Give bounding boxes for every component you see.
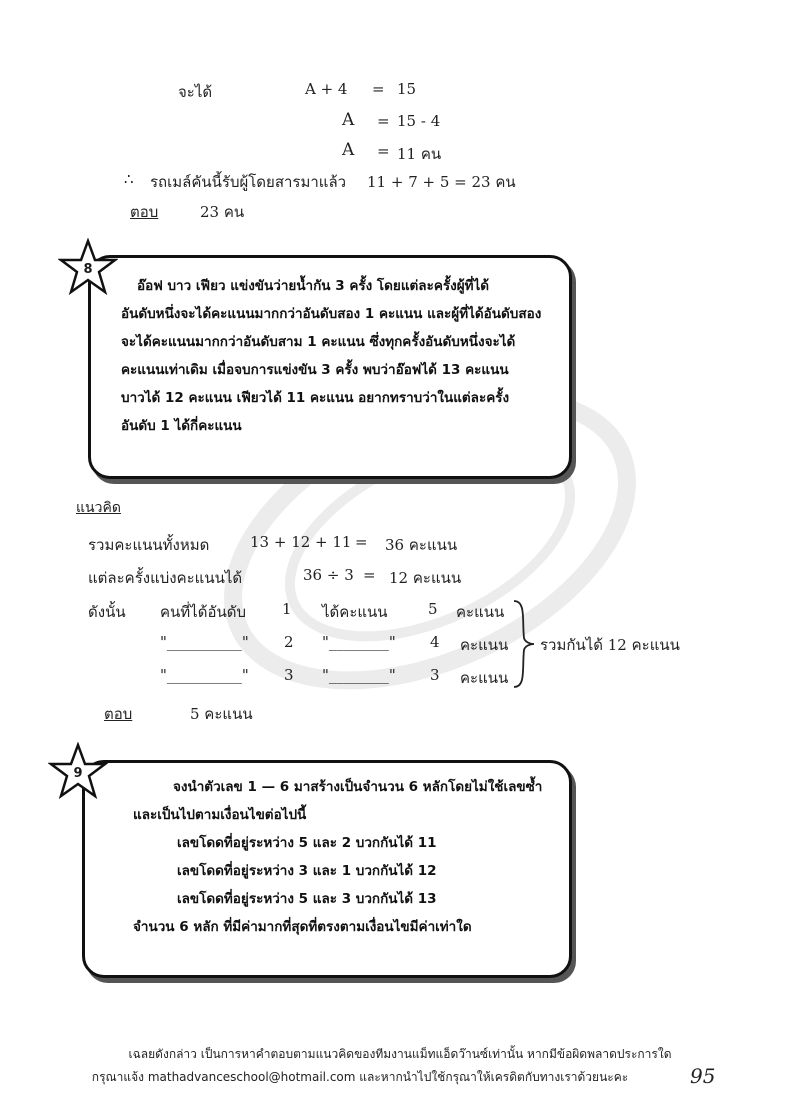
problem-9-line-6: จำนวน 6 หลัก ที่มีค่ามากที่สุดที่ตรงตามเงื่อนไขมีค่าเท่าใด: [133, 919, 472, 935]
therefore-symbol: ∴: [124, 170, 134, 188]
problem-8-line-5: บาวได้ 12 คะแนน เฟียวได้ 11 คะแนน อยากทราบว่าในแต่ละครั้ง: [121, 390, 510, 406]
prev-answer-value: 23 คน: [200, 203, 245, 221]
footer-disclaimer-line1: เฉลยดังกล่าว เป็นการหาคำตอบตามแนวคิดของทีมงานแม็ทแอ็ดว๊านซ์เท่านั้น หากมีข้อผิดพลาดประการใด: [128, 1047, 672, 1061]
rank-3: 3: [284, 666, 294, 684]
prev-line1-eqsign: =: [372, 80, 385, 98]
prev-line3-rhs: 11 คน: [397, 145, 442, 163]
curly-brace-icon: [510, 598, 538, 690]
problem-8-line-1: อ๊อฟ บาว เฟียว แข่งขันว่ายน้ำกัน 3 ครั้ง โดยแต่ละครั้งผู้ที่ได้: [137, 278, 490, 294]
sol8-row2-expr: 36 ÷ 3: [303, 566, 354, 584]
sol8-row1-expr: 13 + 12 + 11: [250, 533, 352, 551]
prev-line2-rhs: 15 - 4: [397, 112, 441, 130]
sol8-row1-eq: =: [355, 533, 368, 551]
sol8-row2-result: 12 คะแนน: [389, 569, 462, 587]
prev-line4-expr: 11 + 7 + 5 = 23 คน: [367, 173, 516, 191]
prev-line3-eqsign: =: [377, 142, 390, 160]
footer-disclaimer-line2: กรุณาแจ้ง mathadvanceschool@hotmail.com และหากนำไปใช้กรุณาให้เครดิตกับทางเราด้วยนะคะ: [91, 1070, 629, 1084]
got-label: ได้คะแนน: [322, 603, 388, 621]
problem-8-line-3: จะได้คะแนนมากกว่าอันดับสาม 1 คะแนน ซึ่งทุกครั้งอันดับหนึ่งจะได้: [121, 334, 516, 350]
sol8-row3-label: ดังนั้น: [88, 603, 126, 621]
rank-2: 2: [284, 633, 294, 651]
rank-1: 1: [282, 600, 292, 618]
prev-line2-eqsign: =: [377, 112, 390, 130]
problem-9-box: [82, 760, 572, 978]
prev-line1-label: จะได้: [178, 83, 213, 101]
ditto-got-2: "________": [322, 633, 396, 651]
ditto-rank-3: "__________": [160, 666, 249, 684]
score-3: 3: [430, 666, 440, 684]
ditto-rank-2: "__________": [160, 633, 249, 651]
score-1: 5: [428, 600, 438, 618]
sol8-row1-label: รวมคะแนนทั้งหมด: [88, 536, 210, 554]
problem-8-line-2: อันดับหนึ่งจะได้คะแนนมากกว่าอันดับสอง 1 คะแนน และผู้ที่ได้อันดับสอง: [121, 306, 542, 322]
unit-1: คะแนน: [456, 603, 505, 621]
problem-8-number: 8: [83, 262, 93, 277]
sol8-row2-label: แต่ละครั้งแบ่งคะแนนได้: [88, 569, 243, 587]
problem-9-line-5: เลขโดดที่อยู่ระหว่าง 5 และ 3 บวกกันได้ 13: [177, 891, 437, 907]
prev-line3-lhs: A: [342, 140, 355, 160]
problem-9-line-1: จงนำตัวเลข 1 — 6 มาสร้างเป็นจำนวน 6 หลักโดยไม่ใช้เลขซ้ำ: [173, 779, 543, 795]
sol8-row1-result: 36 คะแนน: [385, 536, 458, 554]
problem-9-number: 9: [73, 766, 83, 781]
prev-line2-lhs: A: [342, 110, 355, 130]
brace-note: รวมกันได้ 12 คะแนน: [540, 636, 680, 654]
sol8-row2-eq: =: [363, 566, 376, 584]
page-mark: 95: [690, 1064, 716, 1088]
prev-answer-label: ตอบ: [130, 203, 159, 221]
problem-8-line-6: อันดับ 1 ได้กี่คะแนน: [121, 418, 242, 434]
problem-8-box: [88, 255, 572, 479]
problem-9-line-4: เลขโดดที่อยู่ระหว่าง 3 และ 1 บวกกันได้ 12: [177, 863, 437, 879]
problem-9-line-2: และเป็นไปตามเงื่อนไขต่อไปนี้: [133, 807, 307, 823]
unit-2: คะแนน: [460, 636, 509, 654]
prev-line4-text: รถเมล์คันนี้รับผู้โดยสารมาแล้ว: [150, 173, 347, 191]
sol8-answer-value: 5 คะแนน: [190, 705, 253, 723]
rank-label: คนที่ได้อันดับ: [160, 603, 246, 621]
prev-line1-rhs: 15: [397, 80, 417, 98]
problem-8-line-4: คะแนนเท่าเดิม เมื่อจบการแข่งขัน 3 ครั้ง พบว่าอ๊อฟได้ 13 คะแนน: [121, 362, 509, 378]
solution-heading: แนวคิด: [76, 500, 121, 516]
ditto-got-3: "________": [322, 666, 396, 684]
unit-3: คะแนน: [460, 669, 509, 687]
problem-9-line-3: เลขโดดที่อยู่ระหว่าง 5 และ 2 บวกกันได้ 11: [177, 835, 437, 851]
prev-line1-eq: A + 4: [305, 80, 348, 98]
sol8-answer-label: ตอบ: [104, 705, 133, 723]
score-2: 4: [430, 633, 440, 651]
